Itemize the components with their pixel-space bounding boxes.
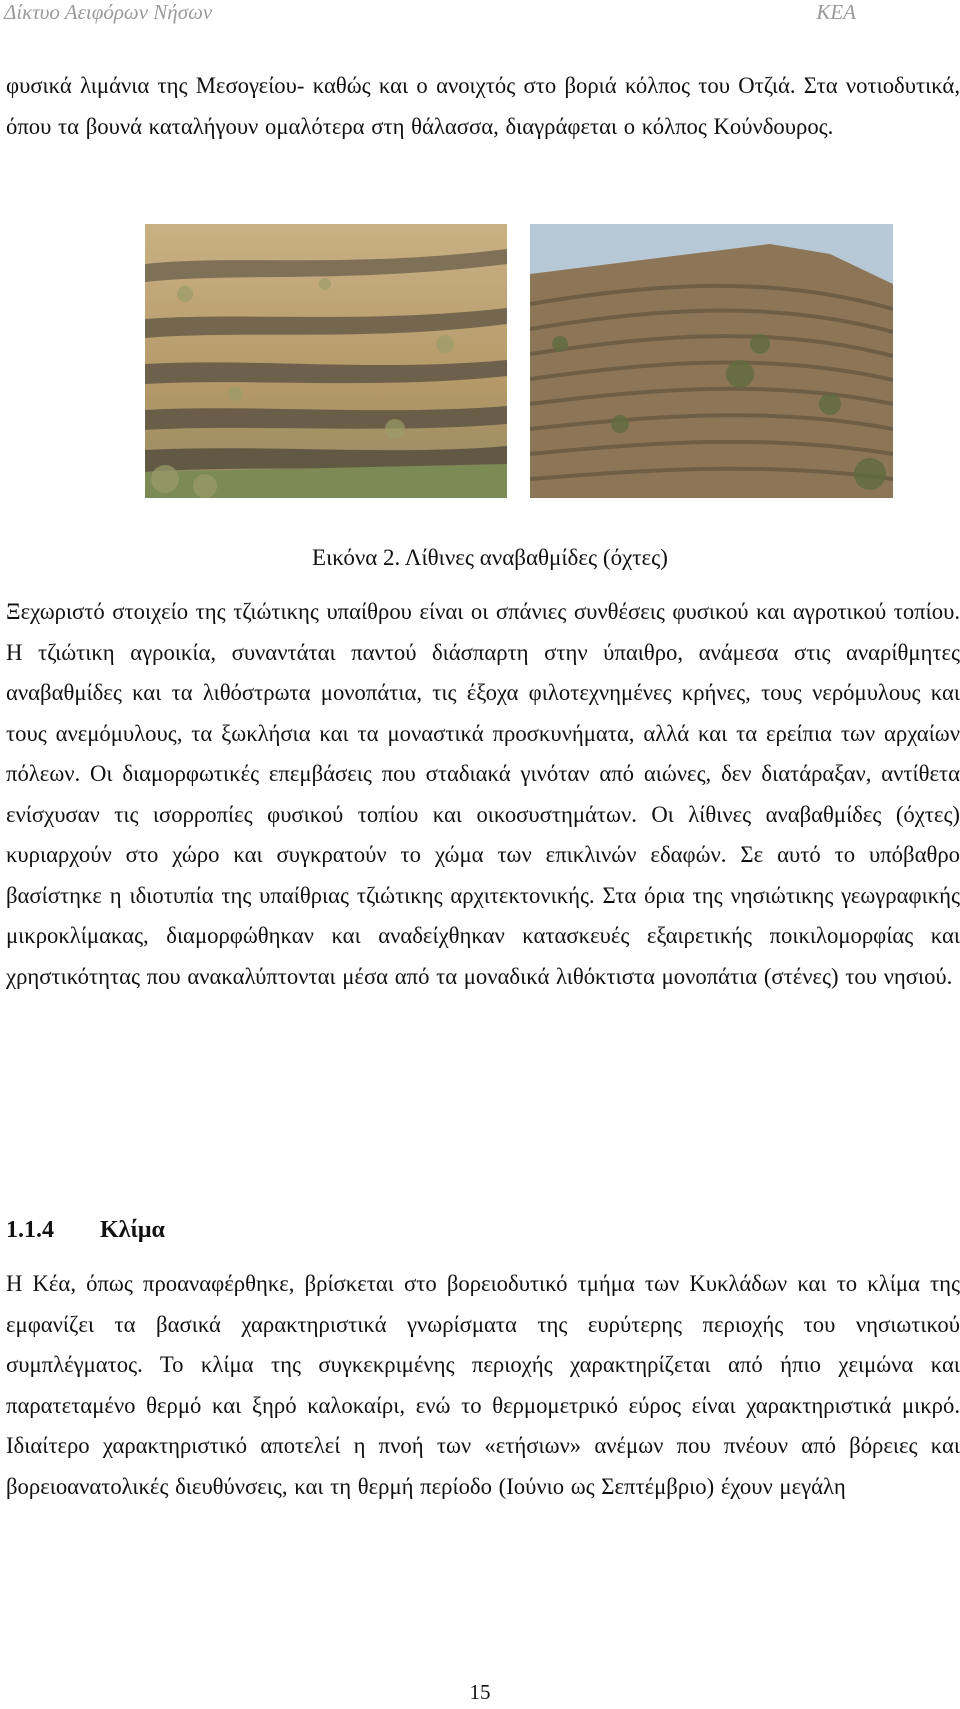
running-header	[0, 0, 960, 28]
section-heading	[6, 1210, 165, 1250]
terrace-photo-left	[145, 224, 507, 498]
section-number: 1.1.4	[6, 1217, 54, 1243]
header-title-left: Δίκτυο Αειφόρων Νήσων	[4, 0, 213, 24]
section-title: Κλίμα	[100, 1217, 165, 1243]
body-paragraph: Ξεχωριστό στοιχείο της τζιώτικης υπαίθρου είναι οι σπάνιες συνθέσεις φυσικού και αγροτικού τοπίου. Η τζιώτικη αγροικία, συναντάται παντού διάσπαρτη στην ύπαιθρο, ανάμεσα στις αναρίθμητες αναβαθμίδες και τα λιθόστρωτα μονοπάτια, τις έξοχα φιλοτεχνημένες κρήνες, τους νερόμυλους και τους ανεμόμυλους, τα ξωκλήσια και τα μοναστικά προσκυνήματα, αλλά και τα ερείπια των αρχαίων πόλεων. Οι διαμορφωτικές επεμβάσεις που σταδιακά γινόταν από αιώνες, δεν διατάραξαν, αντίθετα ενίσχυσαν τις ισορροπίες φυσικού τοπίου και οικοσυστημάτων. Οι λίθινες αναβαθμίδες (όχτες) κυριαρχούν στο χώρο και συγκρατούν το χώμα των επικλινών εδαφών. Σε αυτό το υπόβαθρο βασίστηκε η ιδιοτυπία της υπαίθριας τζιώτικης αρχιτεκτονικής. Στα όρια της νησιώτικης γεωγραφικής μικροκλίμακας, διαμορφώθηκαν και αναδείχθηκαν κατασκευές εξαιρετικής ποικιλομορφίας και χρηστικότητας που ανακαλύπτονται μέσα από τα μοναδικά λιθόκτιστα μονοπάτια (στένες) του νησιού.	[6, 599, 960, 989]
figure-photos	[0, 224, 960, 498]
page-number: 15	[469, 1680, 491, 1704]
climate-paragraph: Η Κέα, όπως προαναφέρθηκε, βρίσκεται στο βορειοδυτικό τμήμα των Κυκλάδων και το κλίμα της εμφανίζει τα βασικά χαρακτηριστικά γνωρίσματα της ευρύτερης περιοχής του νησιωτικού συμπλέγματος. Το κλίμα της συγκεκριμένης περιοχής χαρακτηρίζεται από ήπιο χειμώνα και παρατεταμένο θερμό και ξηρό καλοκαίρι, ενώ το θερμομετρικό εύρος είναι χαρακτηριστικά μικρό. Ιδιαίτερο χαρακτηριστικό αποτελεί η πνοή των «ετήσιων» ανέμων που πνέουν από βόρειες και βορειοανατολικές διευθύνσεις, και τη θερμή περίοδο (Ιούνιο ως Σεπτέμβριο) έχουν μεγάλη	[6, 1271, 960, 1499]
intro-paragraph: φυσικά λιμάνια της Μεσογείου- καθώς και ο ανοιχτός στο βοριά κόλπος του Οτζιά. Στα νοτιοδυτικά, όπου τα βουνά καταλήγουν ομαλότερα στη θάλασσα, διαγράφεται ο κόλπος Κούνδουρος.	[6, 73, 960, 139]
terrace-photo-right	[530, 224, 893, 498]
figure-caption: Εικόνα 2. Λίθινες αναβαθμίδες (όχτες)	[312, 545, 668, 570]
header-title-right: ΚΕΑ	[816, 0, 856, 24]
